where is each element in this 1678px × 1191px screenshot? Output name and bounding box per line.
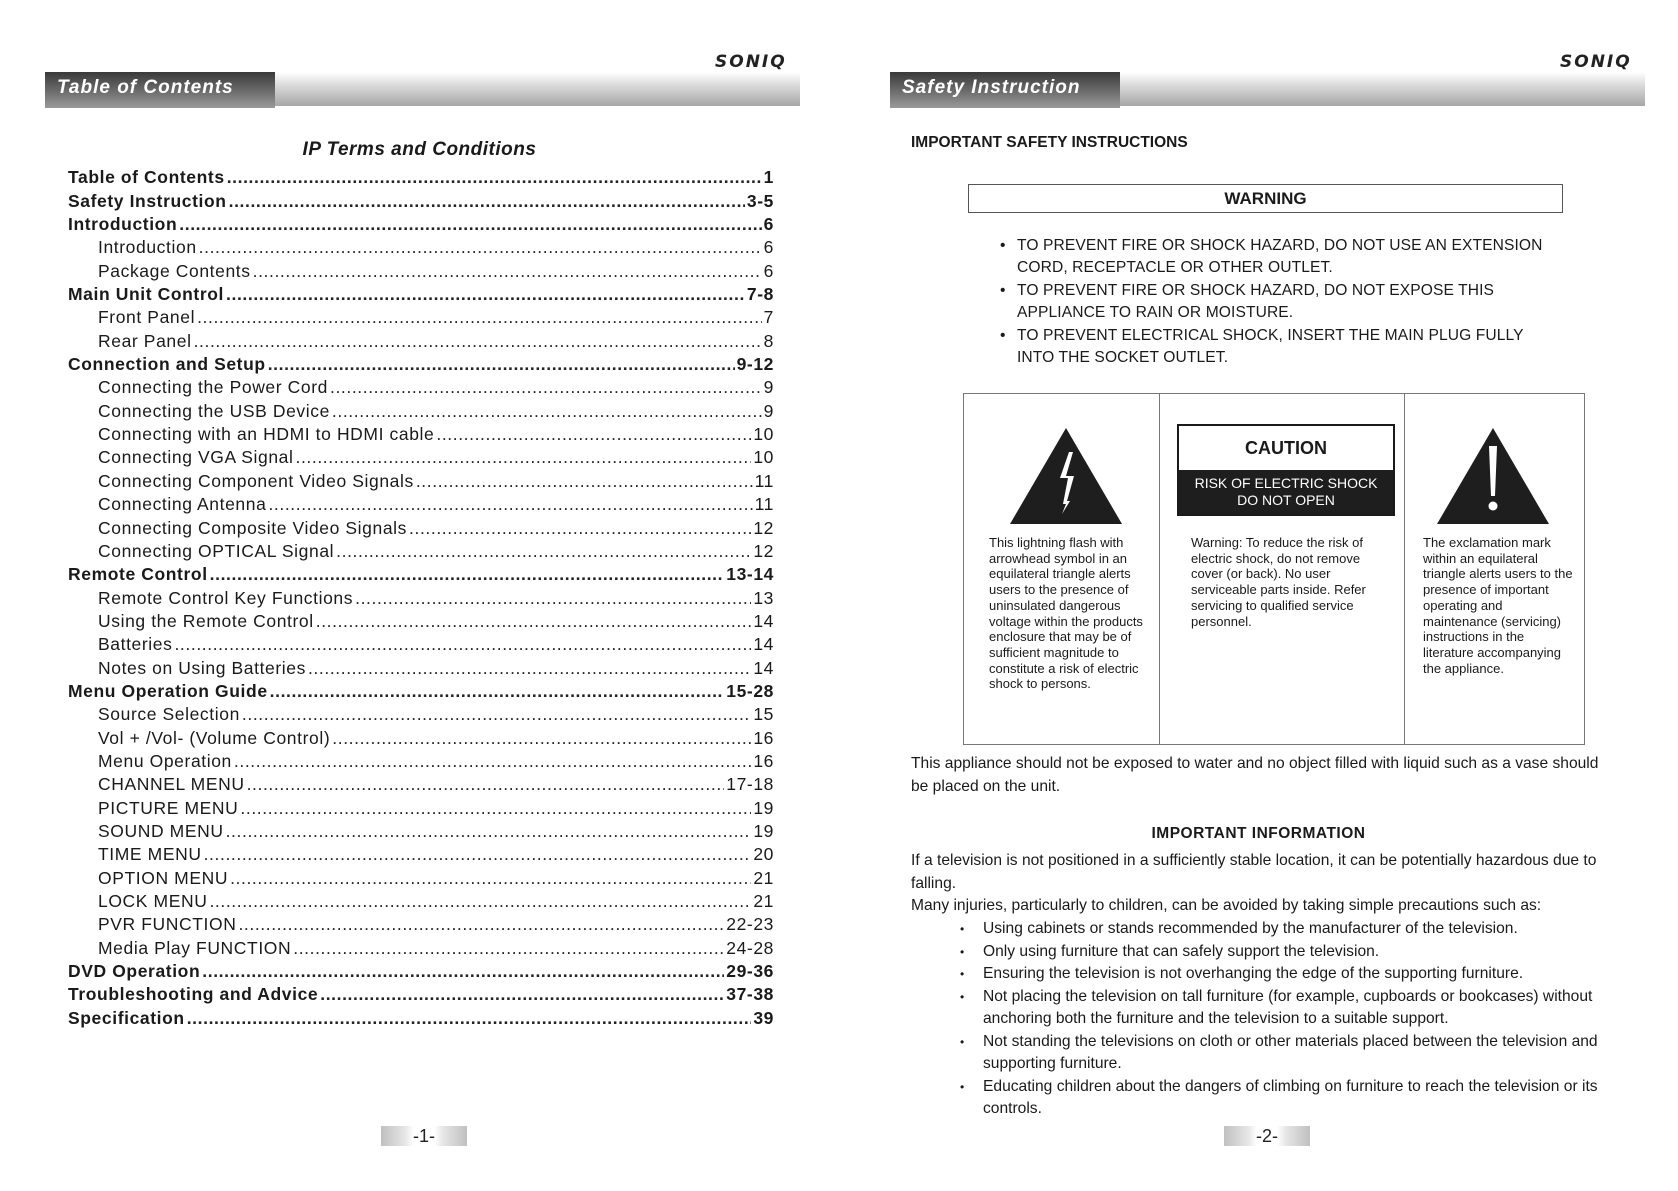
toc-entry bbox=[68, 935, 774, 958]
info-text bbox=[911, 850, 1611, 918]
toc-leader-dots bbox=[332, 401, 762, 422]
toc-entry-title: Connecting the Power Cord bbox=[98, 377, 328, 398]
toc-title: IP Terms and Conditions bbox=[302, 139, 537, 160]
toc-entry-title: Remote Control Key Functions bbox=[98, 587, 354, 608]
toc-leader-dots bbox=[330, 377, 762, 398]
toc-entry bbox=[68, 492, 774, 515]
toc-entry bbox=[68, 398, 774, 421]
toc-leader-dots bbox=[242, 704, 751, 725]
toc-leader-dots bbox=[296, 447, 752, 468]
toc-entry bbox=[68, 912, 774, 935]
toc-entry-page: 6 bbox=[763, 237, 774, 258]
toc-entry-title: Menu Operation Guide bbox=[68, 680, 268, 701]
toc-entry-page: 16 bbox=[753, 750, 774, 771]
toc-entry-title: Introduction bbox=[68, 214, 178, 235]
toc-entry bbox=[68, 422, 774, 445]
toc-entry-page: 14 bbox=[753, 610, 774, 631]
lightning-description: This lightning flash with arrowhead symbol in an equilateral triangle alerts users to the presence of uninsulated dangerous voltage within the products enclosure that may be of sufficient magnitude to constitute a risk of electric shock to persons. bbox=[989, 535, 1143, 692]
toc-entry bbox=[68, 749, 774, 772]
caution-subtitle bbox=[1179, 470, 1393, 514]
toc-leader-dots bbox=[226, 284, 745, 305]
toc-entry-page: 9 bbox=[763, 400, 774, 421]
toc-entry bbox=[68, 982, 774, 1005]
toc-entry-title: Specification bbox=[68, 1007, 185, 1028]
water-warning-text: This appliance should not be exposed to water and no object filled with liquid such as a vase should be placed on the unit. bbox=[911, 755, 1599, 795]
toc-entry-page: 14 bbox=[753, 657, 774, 678]
header-tab bbox=[45, 72, 275, 108]
toc-entry-page: 29-36 bbox=[726, 961, 774, 982]
info-paragraph: Many injuries, particularly to children, can be avoided by taking simple precautions such as: bbox=[911, 897, 1542, 914]
toc-leader-dots bbox=[416, 471, 753, 492]
toc-entry-title: Source Selection bbox=[98, 704, 240, 725]
toc-entry-page: 9 bbox=[763, 377, 774, 398]
toc-entry bbox=[68, 235, 774, 258]
toc-leader-dots bbox=[240, 798, 751, 819]
toc-entry-title: Main Unit Control bbox=[68, 284, 225, 305]
toc-entry-page: 24-28 bbox=[726, 937, 774, 958]
toc-entry-page: 15-28 bbox=[726, 680, 774, 701]
toc-entry-title: CHANNEL MENU bbox=[98, 774, 245, 795]
toc-entry-page: 12 bbox=[753, 517, 774, 538]
precaution-item: • Only using furniture that can safely support the television. bbox=[960, 941, 1610, 964]
toc-entry-title: Connecting Composite Video Signals bbox=[98, 517, 408, 538]
info-heading: IMPORTANT INFORMATION bbox=[1151, 825, 1366, 842]
toc-entry bbox=[68, 282, 774, 305]
toc-entry bbox=[68, 585, 774, 608]
exclamation-description: The exclamation mark within an equilateral triangle alerts users to the presence of important operating and maintenance (servicing) instructions in the literature accompanying the appliance. bbox=[1423, 535, 1573, 676]
caution-description: Warning: To reduce the risk of electric shock, do not remove cover (or back). No user serviceable parts inside. Refer servicing to qualified service personnel. bbox=[1191, 535, 1366, 629]
lightning-triangle-icon bbox=[1008, 426, 1124, 526]
toc-entry-page: 19 bbox=[753, 797, 774, 818]
toc-leader-dots bbox=[336, 541, 751, 562]
toc-leader-dots bbox=[308, 658, 751, 679]
toc-leader-dots bbox=[210, 564, 725, 585]
toc-entry-title: Notes on Using Batteries bbox=[98, 657, 306, 678]
warning-box: WARNING bbox=[968, 184, 1563, 213]
toc-entry-page: 12 bbox=[753, 540, 774, 561]
toc-leader-dots bbox=[174, 634, 751, 655]
toc-entry-title: TIME MENU bbox=[98, 844, 202, 865]
toc-entry-title: Introduction bbox=[98, 237, 197, 258]
page-number: -2- bbox=[1224, 1126, 1310, 1146]
toc-entry-title: Connection and Setup bbox=[68, 354, 266, 375]
toc-entry bbox=[68, 609, 774, 632]
toc-entry-title: Menu Operation bbox=[98, 750, 232, 771]
toc-entry-page: 10 bbox=[753, 447, 774, 468]
caution-line-2: DO NOT OPEN bbox=[1237, 492, 1335, 508]
toc-entry bbox=[68, 679, 774, 702]
toc-leader-dots bbox=[268, 354, 735, 375]
info-paragraph: If a television is not positioned in a sufficiently stable location, it can be potentially hazardous due to falling. bbox=[911, 852, 1597, 892]
toc-entry bbox=[68, 165, 774, 188]
toc-leader-dots bbox=[238, 914, 724, 935]
toc-entry bbox=[68, 959, 774, 982]
table-of-contents bbox=[68, 165, 774, 1029]
toc-leader-dots bbox=[230, 868, 751, 889]
toc-entry-page: 15 bbox=[753, 704, 774, 725]
toc-entry-title: Media Play FUNCTION bbox=[98, 937, 292, 958]
precaution-item: • Not standing the televisions on cloth or other materials placed between the television and supporting furniture. bbox=[960, 1031, 1610, 1076]
toc-entry-page: 9-12 bbox=[736, 354, 774, 375]
toc-entry-page: 22-23 bbox=[726, 914, 774, 935]
toc-entry-page: 7 bbox=[763, 307, 774, 328]
toc-leader-dots bbox=[194, 331, 762, 352]
page-number: -1- bbox=[381, 1126, 467, 1146]
toc-entry-title: Using the Remote Control bbox=[98, 610, 314, 631]
toc-entry bbox=[68, 865, 774, 888]
toc-entry-title: Rear Panel bbox=[98, 330, 192, 351]
toc-entry bbox=[68, 702, 774, 725]
toc-leader-dots bbox=[227, 167, 762, 188]
toc-entry-page: 8 bbox=[763, 330, 774, 351]
toc-entry bbox=[68, 819, 774, 842]
header-tab bbox=[890, 72, 1120, 108]
toc-leader-dots bbox=[409, 518, 751, 539]
toc-entry-title: Connecting Antenna bbox=[98, 494, 267, 515]
toc-leader-dots bbox=[355, 588, 751, 609]
toc-entry-page: 6 bbox=[763, 214, 774, 235]
caution-cell bbox=[1160, 394, 1405, 744]
precaution-item: • Not placing the television on tall furniture (for example, cupboards or bookcases) without anchoring both the furniture and the television to a suitable support. bbox=[960, 986, 1610, 1031]
toc-leader-dots bbox=[436, 424, 751, 445]
precaution-item: • Ensuring the television is not overhanging the edge of the supporting furniture. bbox=[960, 963, 1610, 986]
toc-entry-title: Connecting the USB Device bbox=[98, 400, 330, 421]
toc-entry-title: PVR FUNCTION bbox=[98, 914, 237, 935]
toc-entry-title: Batteries bbox=[98, 634, 173, 655]
toc-leader-dots bbox=[209, 891, 751, 912]
toc-entry-page: 39 bbox=[753, 1007, 774, 1028]
toc-entry-title: SOUND MENU bbox=[98, 820, 224, 841]
warning-list bbox=[1000, 235, 1560, 369]
toc-entry-page: 13-14 bbox=[726, 564, 774, 585]
warning-item: • TO PREVENT FIRE OR SHOCK HAZARD, DO NOT EXPOSE THIS APPLIANCE TO RAIN OR MOISTURE. bbox=[1000, 280, 1560, 325]
toc-entry bbox=[68, 539, 774, 562]
toc-entry bbox=[68, 842, 774, 865]
brand-logo: SONIQ bbox=[715, 52, 787, 72]
toc-entry bbox=[68, 445, 774, 468]
toc-entry-page: 19 bbox=[753, 820, 774, 841]
toc-entry bbox=[68, 468, 774, 491]
toc-entry-page: 37-38 bbox=[726, 984, 774, 1005]
toc-entry-page: 3-5 bbox=[746, 190, 774, 211]
precautions-list bbox=[960, 918, 1610, 1121]
toc-entry-title: Vol + /Vol- (Volume Control) bbox=[98, 727, 331, 748]
toc-entry-title: Table of Contents bbox=[68, 167, 225, 188]
toc-entry bbox=[68, 188, 774, 211]
toc-entry-title: Connecting VGA Signal bbox=[98, 447, 294, 468]
toc-entry bbox=[68, 352, 774, 375]
toc-entry bbox=[68, 889, 774, 912]
toc-leader-dots bbox=[197, 307, 762, 328]
toc-leader-dots bbox=[293, 938, 724, 959]
toc-entry-page: 1 bbox=[763, 167, 774, 188]
warning-item: • TO PREVENT ELECTRICAL SHOCK, INSERT THE MAIN PLUG FULLY INTO THE SOCKET OUTLET. bbox=[1000, 325, 1560, 370]
toc-entry-title: LOCK MENU bbox=[98, 891, 208, 911]
toc-leader-dots bbox=[199, 237, 762, 258]
precaution-item: • Educating children about the dangers of climbing on furniture to reach the television or its controls. bbox=[960, 1076, 1610, 1121]
toc-entry bbox=[68, 725, 774, 748]
toc-entry-title: Troubleshooting and Advice bbox=[68, 984, 319, 1005]
toc-entry-page: 13 bbox=[753, 587, 774, 608]
toc-leader-dots bbox=[247, 774, 725, 795]
toc-entry bbox=[68, 212, 774, 235]
toc-entry bbox=[68, 515, 774, 538]
toc-entry bbox=[68, 328, 774, 351]
toc-entry bbox=[68, 795, 774, 818]
toc-entry-page: 14 bbox=[753, 634, 774, 655]
toc-entry-page: 20 bbox=[753, 844, 774, 865]
toc-entry bbox=[68, 258, 774, 281]
toc-entry-page: 10 bbox=[753, 424, 774, 445]
toc-entry-title: Connecting Component Video Signals bbox=[98, 470, 414, 491]
toc-entry-title: Remote Control bbox=[68, 564, 208, 585]
exclamation-triangle-icon bbox=[1435, 426, 1551, 526]
toc-leader-dots bbox=[320, 984, 724, 1005]
precaution-item: • Using cabinets or stands recommended by the manufacturer of the television. bbox=[960, 918, 1610, 941]
toc-entry-page: 17-18 bbox=[726, 774, 774, 795]
toc-entry bbox=[68, 632, 774, 655]
toc-entry bbox=[68, 655, 774, 678]
toc-leader-dots bbox=[268, 494, 752, 515]
toc-leader-dots bbox=[187, 1008, 752, 1029]
lightning-cell bbox=[964, 394, 1160, 744]
toc-leader-dots bbox=[332, 728, 751, 749]
toc-leader-dots bbox=[253, 261, 762, 282]
safety-heading: IMPORTANT SAFETY INSTRUCTIONS bbox=[911, 134, 1188, 151]
caution-title: CAUTION bbox=[1245, 438, 1327, 458]
toc-leader-dots bbox=[316, 611, 752, 632]
exclamation-cell bbox=[1405, 394, 1584, 744]
toc-entry-page: 21 bbox=[753, 891, 774, 911]
toc-leader-dots bbox=[229, 191, 745, 212]
toc-entry-page: 21 bbox=[753, 867, 774, 888]
toc-entry-title: Safety Instruction bbox=[68, 190, 227, 211]
toc-leader-dots bbox=[226, 821, 752, 842]
toc-leader-dots bbox=[204, 844, 752, 865]
toc-entry-title: Package Contents bbox=[98, 260, 251, 281]
toc-entry-page: 6 bbox=[763, 260, 774, 281]
toc-entry bbox=[68, 562, 774, 585]
warning-item: • TO PREVENT FIRE OR SHOCK HAZARD, DO NOT USE AN EXTENSION CORD, RECEPTACLE OR OTHER OUTLET. bbox=[1000, 235, 1560, 280]
toc-entry-title: PICTURE MENU bbox=[98, 797, 239, 818]
toc-entry bbox=[68, 375, 774, 398]
header-title: Table of Contents bbox=[57, 77, 234, 98]
toc-entry-title: OPTION MENU bbox=[98, 867, 229, 888]
brand-logo: SONIQ bbox=[1560, 52, 1632, 72]
toc-leader-dots bbox=[202, 961, 724, 982]
toc-entry-title: Connecting OPTICAL Signal bbox=[98, 540, 335, 561]
toc-entry-page: 7-8 bbox=[746, 284, 774, 305]
toc-entry-page: 16 bbox=[753, 727, 774, 748]
toc-entry-page: 11 bbox=[754, 470, 774, 491]
toc-entry-title: Connecting with an HDMI to HDMI cable bbox=[98, 424, 435, 445]
toc-entry-page: 11 bbox=[754, 494, 774, 515]
toc-leader-dots bbox=[234, 751, 751, 772]
caution-label bbox=[1177, 424, 1395, 516]
caution-line-1: RISK OF ELECTRIC SHOCK bbox=[1194, 475, 1378, 491]
safety-symbols-table bbox=[963, 393, 1585, 745]
toc-entry-title: Front Panel bbox=[98, 307, 196, 328]
toc-leader-dots bbox=[270, 681, 725, 702]
header-title: Safety Instruction bbox=[902, 77, 1081, 98]
toc-entry-title: DVD Operation bbox=[68, 961, 201, 982]
toc-entry bbox=[68, 772, 774, 795]
toc-entry bbox=[68, 305, 774, 328]
toc-leader-dots bbox=[179, 214, 761, 235]
toc-entry bbox=[68, 1005, 774, 1028]
